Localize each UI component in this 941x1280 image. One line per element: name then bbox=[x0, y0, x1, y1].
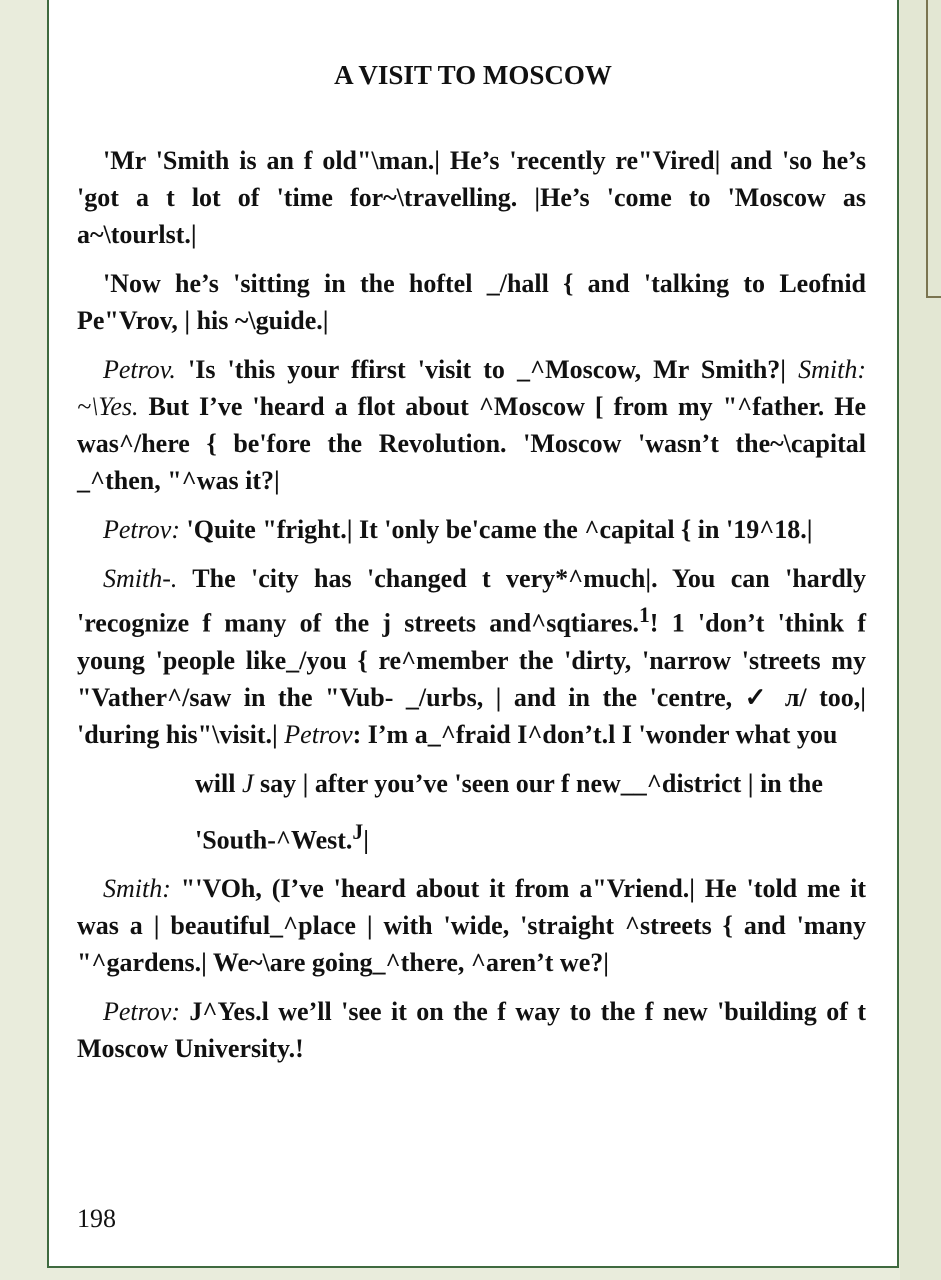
paragraph-2 bbox=[77, 265, 866, 339]
paragraph-8 bbox=[77, 870, 866, 981]
italic-mark: J bbox=[241, 768, 254, 798]
page-edge-strip bbox=[900, 0, 941, 1280]
dialogue-text: 'South-^West. bbox=[195, 825, 353, 855]
dialogue-text: "'VOh, (I’ve 'heard about it from a"Vriend.| He 'told me it was a | beautiful_^place | with 'wide, 'straight ^streets { and 'many "^gardens.| We~\are going_^there, ^aren’t we?| bbox=[77, 874, 866, 978]
page-body bbox=[77, 142, 866, 1079]
paragraph-text: 'Mr 'Smith is an f old"\man.| He’s 'recently re"Vired| and 'so he’s 'got a t lot of 'time for~\travelling. |He’s 'come to 'Moscow as a~\tourlst.| bbox=[77, 146, 866, 249]
speaker-label: Smith: bbox=[103, 874, 171, 904]
speaker-label: Petrov bbox=[284, 719, 353, 749]
paragraph-6 bbox=[195, 765, 896, 802]
paragraph-4 bbox=[77, 511, 866, 548]
speaker-label: Smith-. bbox=[103, 564, 178, 593]
dialogue-text: | bbox=[363, 825, 369, 855]
speaker-label: Petrov. bbox=[103, 355, 176, 384]
dialogue-text: The 'city has 'changed t very*^much|. You can 'hardly 'recognize f many of the j streets and^sqtiares. bbox=[77, 564, 866, 638]
book-page bbox=[47, 0, 899, 1268]
speaker-label: Petrov: bbox=[103, 515, 180, 544]
paragraph-text: 'Now he’s 'sitting in the hoftel _/hall { and 'talking to Leofnid Pe"Vrov, | his ~\guide.| bbox=[77, 269, 866, 335]
speaker-label: Smith: ~\Yes. bbox=[77, 355, 866, 421]
dialogue-text: J^Yes.l we’ll 'see it on the f way to the f new 'building of t Moscow University.! bbox=[77, 997, 866, 1064]
dialogue-text: 'Is 'this your ffirst 'visit to _^Moscow, Mr Smith?| bbox=[175, 355, 787, 384]
speaker-label: Petrov: bbox=[103, 997, 180, 1027]
dialogue-text: 'Quite "fright.| It 'only be'came the ^capital { in '19^18.| bbox=[180, 515, 813, 544]
paragraph-1 bbox=[77, 142, 866, 253]
next-page-border bbox=[926, 0, 928, 298]
dialogue-text: : I’m a_^fraid I^don’t.l I 'wonder what you bbox=[352, 719, 838, 749]
page-title: A VISIT TO MOSCOW bbox=[334, 60, 612, 90]
dialogue-text: But I’ve 'heard a flot about ^Moscow [ from my "^father. He was^/here { be'fore the Revolution. 'Moscow 'wasn’t the~\capital _^then, "^was it?| bbox=[77, 392, 866, 495]
page-number: 198 bbox=[77, 1204, 116, 1233]
dialogue-text: ! 1 'don’t 'think f young 'people like_/you { re^member the 'dirty, 'narrow 'streets my "Vather^/saw in the "Vub- _/urbs, | and in the 'centre, ✓ л/ too,| 'during his"\visit.| bbox=[77, 608, 867, 749]
superscript-mark: J bbox=[352, 819, 364, 844]
superscript-mark: 1 bbox=[638, 603, 650, 627]
dialogue-text: will bbox=[195, 768, 242, 798]
paragraph-5 bbox=[77, 560, 866, 753]
dialogue-text: say | after you’ve 'seen our f new__^district | in the bbox=[253, 768, 823, 798]
paragraph-3 bbox=[77, 351, 866, 499]
paragraph-7 bbox=[195, 814, 896, 859]
next-page-border-foot bbox=[926, 296, 941, 298]
paragraph-9 bbox=[77, 993, 866, 1067]
